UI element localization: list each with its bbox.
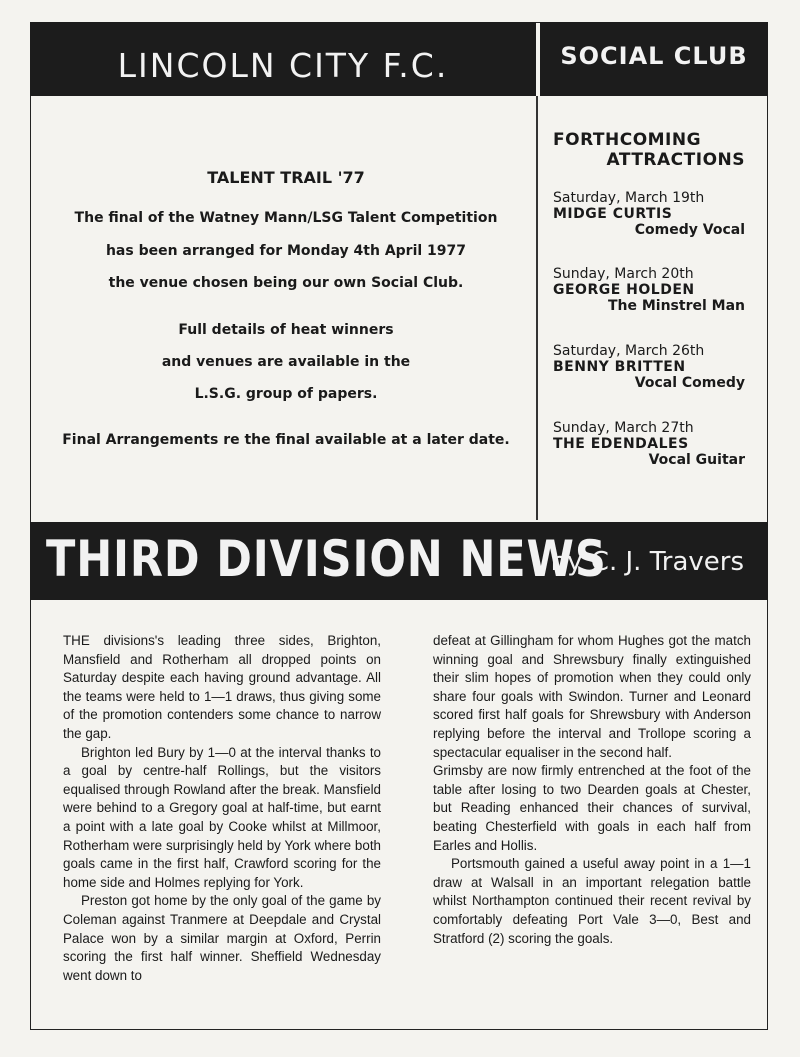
article-paragraph: Preston got home by the only goal of the game by Coleman against Tranmere at Deepdale and Crystal Palace won by a similar margin at Oxford, Perrin scoring the first half winner. Sheffield Wednesday went down to bbox=[63, 893, 381, 983]
event-item bbox=[553, 343, 763, 391]
article-paragraph: defeat at Gillingham for whom Hughes got the match winning goal and Shrewsbury finally extinguished their slim hopes of promotion when they could only share four goals with Swindon. Turner and Leonard scored first half goals for Shrewsbury with Anderson replying before the interval and Trollope scoring a spectacular equaliser in the second half. bbox=[433, 633, 751, 760]
event-genre: Vocal Guitar bbox=[648, 452, 745, 468]
talent-line: The final of the Watney Mann/LSG Talent Competition bbox=[74, 210, 498, 226]
event-item bbox=[553, 190, 763, 238]
article-column-1 bbox=[63, 632, 381, 985]
event-date: Saturday, March 19th bbox=[553, 190, 705, 206]
event-item bbox=[553, 420, 763, 468]
attractions-heading-2: ATTRACTIONS bbox=[606, 150, 745, 170]
event-date: Saturday, March 26th bbox=[553, 343, 705, 359]
news-title: THIRD DIVISION NEWS bbox=[46, 530, 607, 588]
event-date: Sunday, March 27th bbox=[553, 420, 694, 436]
event-date: Sunday, March 20th bbox=[553, 266, 694, 282]
talent-heading: TALENT TRAIL '77 bbox=[207, 168, 365, 187]
article-paragraph: Grimsby are now firmly entrenched at the foot of the table after losing to two Dearden goals at Chester, but Reading enhanced their chances of survival, beating Chesterfield with goals in each half from Earles and Hollis. bbox=[433, 763, 751, 853]
news-title-bar bbox=[30, 522, 768, 600]
article-paragraph: THE divisions's leading three sides, Brighton, Mansfield and Rotherham all dropped points on Saturday despite each having ground advantage. All the teams were held to 1—1 draws, thus giving some of the promotion contenders some chance to narrow the gap. bbox=[63, 633, 381, 741]
event-item bbox=[553, 266, 763, 314]
event-name: GEORGE HOLDEN bbox=[553, 282, 695, 298]
talent-line: the venue chosen being our own Social Club. bbox=[108, 275, 464, 291]
article-paragraph: Portsmouth gained a useful away point in a 1—1 draw at Walsall in an important relegation battle whilst Northampton continued their recent revival by comfortably defeating Port Vale 3—0, Best and Stratford (2) scoring the goals. bbox=[433, 856, 751, 946]
article-paragraph: Brighton led Bury by 1—0 at the interval thanks to a goal by centre-half Rollings, but the visitors equalised through Rowland after the break. Mansfield were behind to a Gregory goal at half-time, but earnt a point with a late goal by Cooke whilst at Millmoor, Rotherham were surprisingly held by York where both goals came in the first half, Crawford scoring for the home side and Holmes replying for York. bbox=[63, 744, 381, 890]
talent-line: L.S.G. group of papers. bbox=[194, 386, 378, 402]
article-column-2 bbox=[433, 632, 751, 948]
talent-line: Final Arrangements re the final available at a later date. bbox=[62, 432, 510, 448]
event-genre: The Minstrel Man bbox=[607, 298, 745, 314]
social-club-title: SOCIAL CLUB bbox=[560, 42, 748, 70]
column-divider bbox=[536, 96, 538, 520]
talent-line: and venues are available in the bbox=[161, 354, 411, 370]
attractions-heading-1: FORTHCOMING bbox=[553, 130, 702, 150]
event-name: MIDGE CURTIS bbox=[553, 206, 673, 222]
club-title-bar bbox=[30, 22, 536, 96]
talent-line: has been arranged for Monday 4th April 1977 bbox=[105, 243, 467, 259]
event-name: BENNY BRITTEN bbox=[553, 359, 686, 375]
event-genre: Vocal Comedy bbox=[634, 375, 745, 391]
club-title: LINCOLN CITY F.C. bbox=[117, 46, 449, 85]
event-name: THE EDENDALES bbox=[553, 436, 689, 452]
talent-line: Full details of heat winners bbox=[178, 322, 394, 338]
event-genre: Comedy Vocal bbox=[634, 222, 745, 238]
social-club-bar bbox=[540, 22, 768, 96]
news-byline: by C. J. Travers bbox=[550, 547, 744, 577]
forthcoming-attractions bbox=[553, 130, 763, 468]
